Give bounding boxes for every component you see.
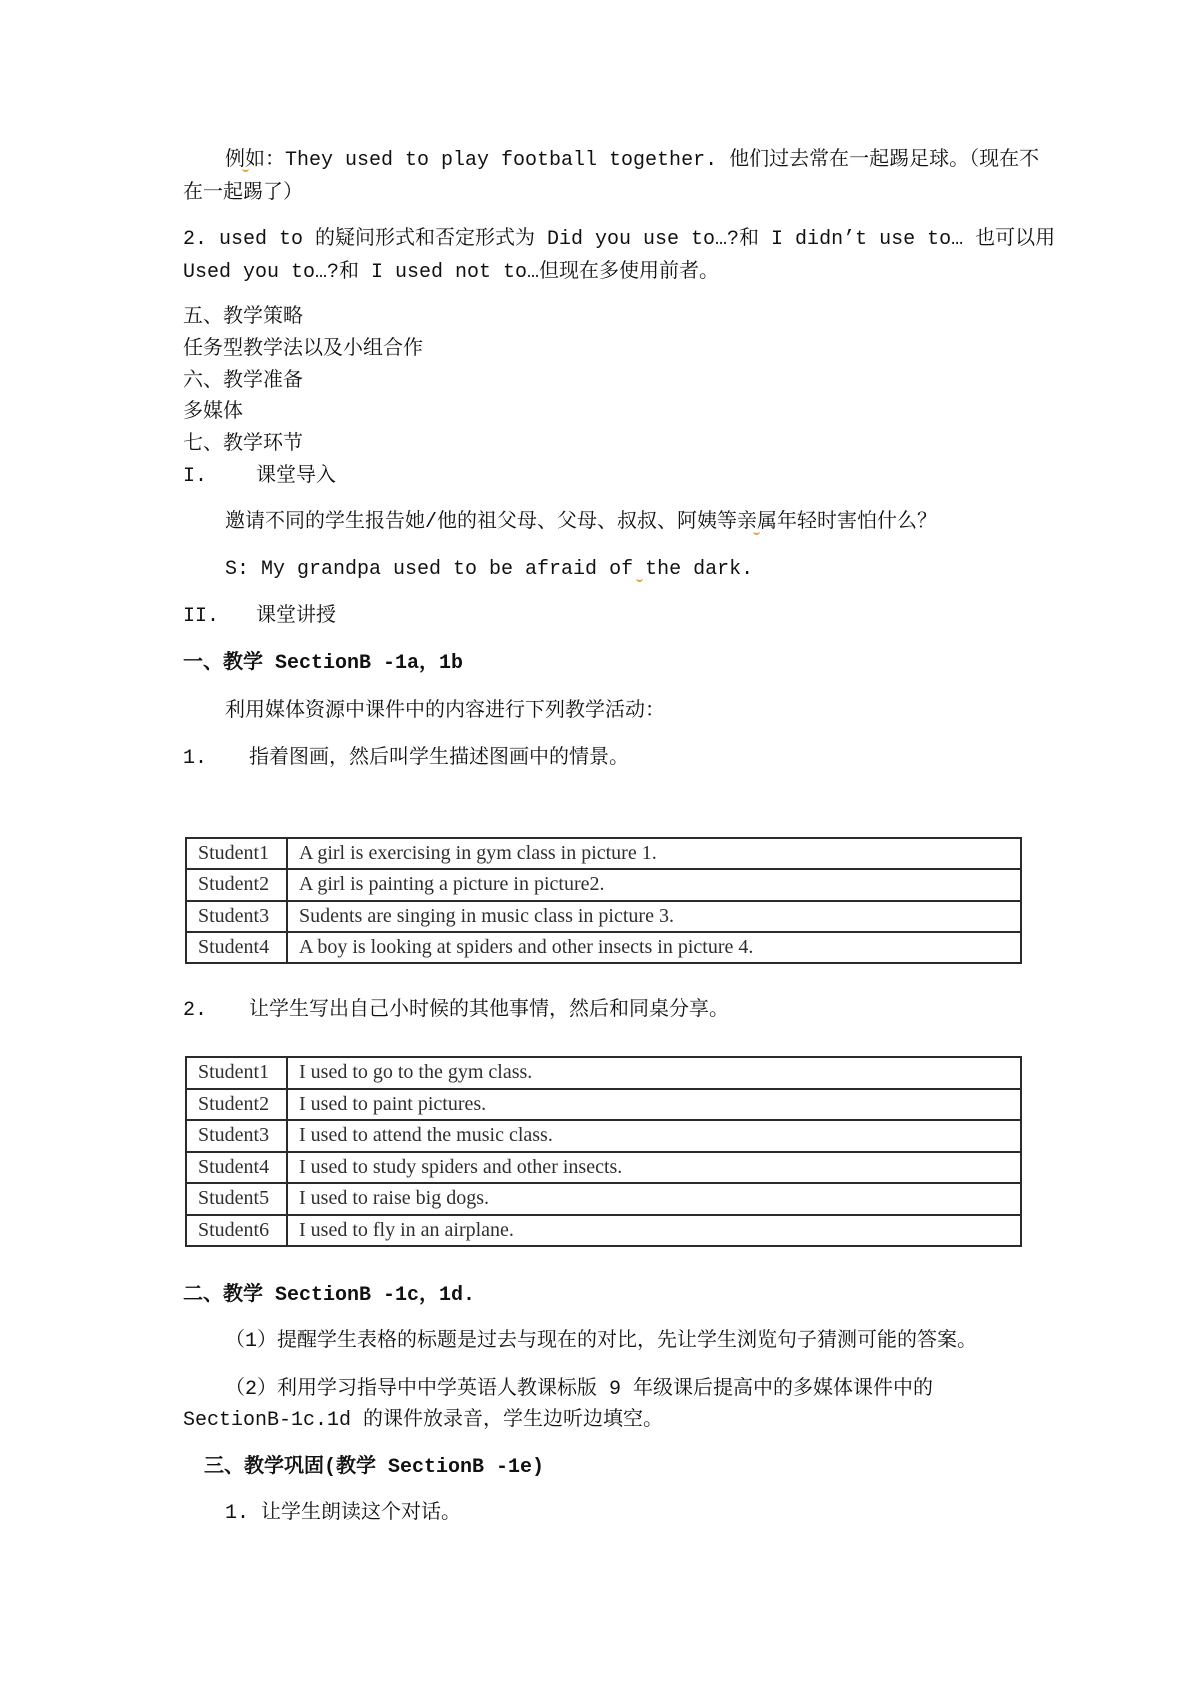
preparation-text: 多媒体 — [183, 401, 243, 424]
picture-description-table — [185, 837, 1022, 964]
table-row — [186, 838, 1021, 869]
activity-1-text: 指着图画，然后叫学生描述图画中的情景。 — [249, 747, 629, 770]
step-marker-1: I. — [183, 465, 208, 488]
instruction-item-2-line-2: SectionB-1c.1d 的课件放录音，学生边听边填空。 — [183, 1409, 664, 1432]
step-title-teaching: 课堂讲授 — [256, 605, 336, 628]
sentence-cell: Sudents are singing in music class in picture 3. — [287, 901, 1021, 932]
section-heading-strategy: 五、教学策略 — [183, 306, 303, 329]
lead-in-instruction: 邀请不同的学生报告她/他的祖父母、父母、叔叔、阿姨等亲属年轻时害怕什么？ — [225, 511, 938, 534]
used-to-sentences-table — [185, 1056, 1022, 1247]
activity-2-number: 2. — [183, 999, 208, 1022]
student-label-cell: Student4 — [186, 1152, 287, 1184]
student-label-cell: Student6 — [186, 1215, 287, 1247]
consolidation-item-1: 1. 让学生朗读这个对话。 — [225, 1502, 462, 1525]
student-label-cell: Student5 — [186, 1183, 287, 1215]
sentence-cell: I used to attend the music class. — [287, 1120, 1021, 1152]
step-marker-2: II. — [183, 605, 220, 628]
example-sentence-line-2: 在一起踢了） — [183, 182, 303, 205]
table-row — [186, 1089, 1021, 1121]
student-label-cell: Student3 — [186, 1120, 287, 1152]
student-label-cell: Student4 — [186, 932, 287, 963]
usage-note-line-1: 2. used to 的疑问形式和否定形式为 Did you use to…?和 I didn’t use to… 也可以用 — [183, 228, 1056, 251]
strategy-text: 任务型教学法以及小组合作 — [183, 338, 423, 361]
sentence-cell: I used to paint pictures. — [287, 1089, 1021, 1121]
sentence-cell: A girl is painting a picture in picture2. — [287, 869, 1021, 900]
table-row — [186, 1215, 1021, 1247]
sentence-cell: A girl is exercising in gym class in picture 1. — [287, 838, 1021, 869]
sample-answer: S: My grandpa used to be afraid of the dark. — [225, 558, 754, 581]
sentence-cell: A boy is looking at spiders and other insects in picture 4. — [287, 932, 1021, 963]
table-row — [186, 1120, 1021, 1152]
sentence-cell: I used to fly in an airplane. — [287, 1215, 1021, 1247]
table-row — [186, 1183, 1021, 1215]
part-heading-1c-1d: 二、教学 SectionB -1c，1d. — [183, 1284, 476, 1307]
instruction-item-2-line-1: （2）利用学习指导中中学英语人教课标版 9 年级课后提高中的多媒体课件中的 — [225, 1378, 934, 1401]
activity-intro: 利用媒体资源中课件中的内容进行下列教学活动： — [225, 700, 665, 723]
table-row — [186, 932, 1021, 963]
section-heading-procedure: 七、教学环节 — [183, 433, 303, 456]
example-sentence-line-1: 例如：They used to play football together. 他们过去常在一起踢足球。（现在不 — [225, 149, 1040, 172]
student-label-cell: Student1 — [186, 838, 287, 869]
sentence-cell: I used to study spiders and other insects. — [287, 1152, 1021, 1184]
step-title-lead-in: 课堂导入 — [256, 465, 336, 488]
table-row — [186, 901, 1021, 932]
sentence-cell: I used to raise big dogs. — [287, 1183, 1021, 1215]
part-heading-1a-1b: 一、教学 SectionB -1a，1b — [183, 652, 464, 675]
sentence-cell: I used to go to the gym class. — [287, 1057, 1021, 1089]
student-label-cell: Student2 — [186, 1089, 287, 1121]
table-row — [186, 1152, 1021, 1184]
usage-note-line-2: Used you to…?和 I used not to…但现在多使用前者。 — [183, 261, 720, 284]
table-row — [186, 869, 1021, 900]
part-heading-1e: 三、教学巩固(教学 SectionB -1e) — [204, 1456, 545, 1479]
student-label-cell: Student1 — [186, 1057, 287, 1089]
activity-1-number: 1. — [183, 747, 208, 770]
student-label-cell: Student3 — [186, 901, 287, 932]
student-label-cell: Student2 — [186, 869, 287, 900]
table-row — [186, 1057, 1021, 1089]
activity-2-text: 让学生写出自己小时候的其他事情，然后和同桌分享。 — [249, 999, 729, 1022]
instruction-item-1: （1）提醒学生表格的标题是过去与现在的对比，先让学生浏览句子猜测可能的答案。 — [225, 1330, 978, 1353]
section-heading-preparation: 六、教学准备 — [183, 370, 303, 393]
